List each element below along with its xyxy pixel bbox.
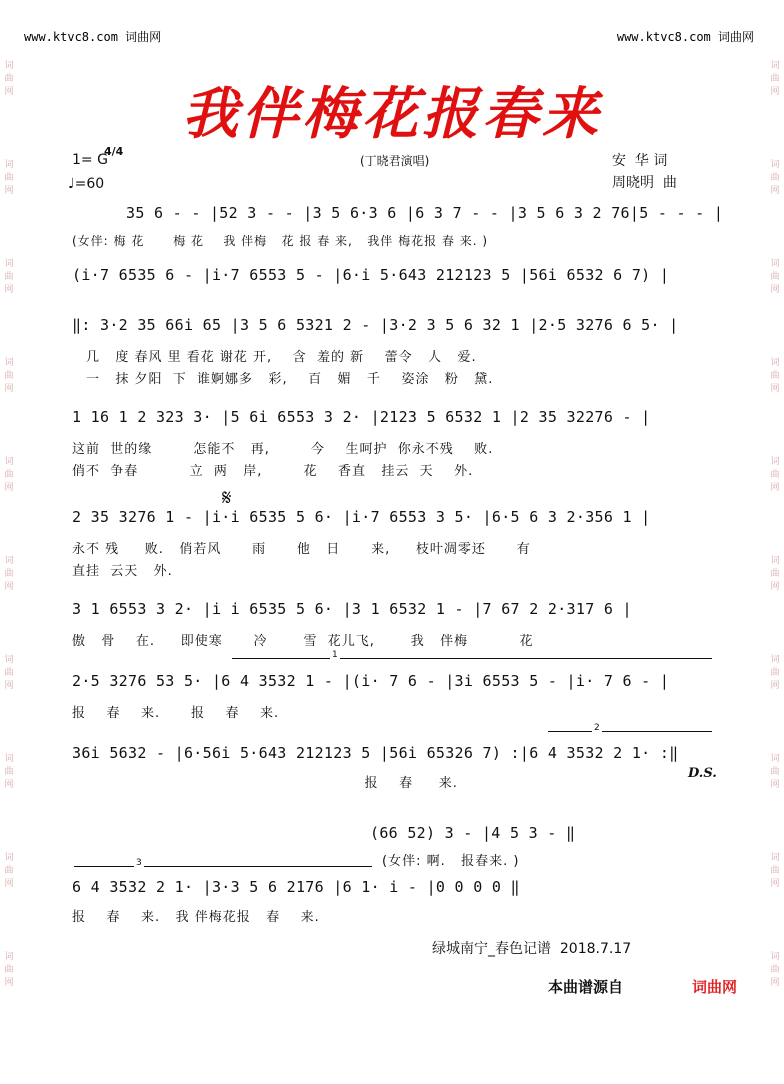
singer: (丁晓君演唱) (360, 154, 430, 168)
side-watermark-glyph: 词 (4, 556, 14, 566)
side-watermark-glyph: 网 (770, 978, 780, 988)
volta-3-label: 3 (136, 858, 142, 868)
side-watermark-glyph: 词 (770, 457, 780, 467)
side-watermark-glyph: 词 (770, 952, 780, 962)
lyrics-line-6: 傲 骨 在. 即使寒 冷 雪 花儿飞, 我 伴梅 花 (72, 634, 534, 649)
side-watermark-gap (2, 297, 16, 357)
side-watermark-glyph: 曲 (770, 767, 780, 777)
side-watermark-glyph: 网 (770, 582, 780, 592)
side-watermark-glyph: 网 (4, 780, 14, 790)
side-watermark-glyph: 词 (4, 457, 14, 467)
side-watermark-glyph: 网 (4, 582, 14, 592)
side-watermark-glyph: 网 (4, 978, 14, 988)
notation-line-3: ‖: 3·2 35 66i 65 |3 5 6 5321 2 - |3·2 3 5 6 32 1 |2·5 3276 6 5· | (72, 316, 679, 334)
side-watermark-gap (2, 198, 16, 258)
segno-sign: 𝄋 (222, 486, 232, 511)
side-watermark-glyph: 网 (4, 483, 14, 493)
side-watermark-glyph: 网 (4, 285, 14, 295)
lyrics-line-10: 报 春 来. 我 伴梅花报 春 来. (72, 910, 320, 925)
lyrics-line-4a: 这前 世的缘 怎能不 再, 今 生呵护 你永不残 败. (72, 442, 494, 457)
song-title: 我伴梅花报春来 (182, 81, 602, 147)
side-watermark-glyph: 词 (770, 358, 780, 368)
side-watermark-glyph: 网 (770, 681, 780, 691)
source-brand-link[interactable]: 词曲网 (692, 978, 738, 996)
side-watermark-left (2, 0, 16, 1084)
notation-line-9: (66 52) 3 - |4 5 3 - ‖ (370, 824, 576, 842)
side-watermark-glyph: 曲 (770, 470, 780, 480)
side-watermark-glyph: 曲 (770, 173, 780, 183)
side-watermark-gap (768, 297, 782, 357)
side-watermark-glyph: 词 (4, 358, 14, 368)
composer: 周晓明 曲 (612, 175, 677, 191)
side-watermark-gap (2, 693, 16, 753)
time-signature-value: 4/4 (104, 145, 124, 158)
side-watermark-glyph: 曲 (4, 767, 14, 777)
side-watermark-gap (768, 693, 782, 753)
lyricist: 安 华 词 (612, 153, 668, 169)
side-watermark-gap (768, 594, 782, 654)
side-watermark-glyph: 曲 (770, 569, 780, 579)
side-watermark-glyph: 曲 (770, 965, 780, 975)
side-watermark-glyph: 曲 (770, 74, 780, 84)
notation-line-2: (i·7 6535 6 - |i·7 6553 5 - |6·i 5·643 212123 5 |56i 6532 6 7) | (72, 266, 670, 284)
side-watermark-glyph: 词 (4, 61, 14, 71)
side-watermark-glyph: 网 (770, 186, 780, 196)
ds-sign: D.S. (688, 766, 717, 781)
side-watermark-glyph: 曲 (770, 272, 780, 282)
side-watermark-glyph: 网 (770, 285, 780, 295)
notation-line-1: 35 6 - - |52 3 - - |3 5 6·3 6 |6 3 7 - - |3 5 6 3 2 76|5 - - - | (126, 204, 724, 222)
lyrics-line-5a: 永不 残 败. 俏若风 雨 他 日 来, 枝叶凋零还 有 (72, 542, 531, 557)
key-signature: 1= G (72, 152, 108, 168)
notation-line-5: 2 35 3276 1 - |i·i 6535 5 6· |i·7 6553 3 5· |6·5 6 3 2·356 1 | (72, 508, 651, 526)
side-watermark-glyph: 曲 (4, 272, 14, 282)
side-watermark-gap (2, 891, 16, 951)
site-url-left[interactable]: www.ktvc8.com 词曲网 (24, 30, 162, 44)
side-watermark-gap (2, 792, 16, 852)
side-watermark-glyph: 曲 (770, 371, 780, 381)
side-watermark-glyph: 词 (4, 853, 14, 863)
side-watermark-glyph: 曲 (4, 371, 14, 381)
side-watermark-glyph: 曲 (4, 569, 14, 579)
volta-2-line (548, 731, 712, 732)
lyrics-line-3a: 几 度 春风 里 看花 谢花 开, 含 羞的 新 蕾令 人 爱. (86, 350, 477, 365)
side-watermark-gap (768, 990, 782, 1050)
side-watermark-glyph: 词 (4, 754, 14, 764)
side-watermark-glyph: 词 (770, 61, 780, 71)
side-watermark-glyph: 曲 (770, 668, 780, 678)
side-watermark-glyph: 曲 (4, 866, 14, 876)
side-watermark-glyph: 网 (770, 879, 780, 889)
volta-1-line (232, 658, 712, 659)
side-watermark-glyph: 网 (4, 681, 14, 691)
lyrics-line-4b: 俏不 争春 立 两 岸, 花 香直 挂云 天 外. (72, 464, 474, 479)
side-watermark-glyph: 词 (4, 259, 14, 269)
side-watermark-glyph: 网 (770, 780, 780, 790)
side-watermark-glyph: 词 (770, 556, 780, 566)
side-watermark-glyph: 网 (4, 879, 14, 889)
side-watermark-glyph: 词 (770, 754, 780, 764)
side-watermark-glyph: 网 (4, 186, 14, 196)
lyrics-line-5b: 直挂 云天 外. (72, 564, 173, 579)
volta-2-label: 2 (594, 723, 600, 733)
side-watermark-glyph: 词 (770, 655, 780, 665)
transcriber-credit: 绿城南宁_春色记谱 2018.7.17 (432, 941, 632, 957)
notation-line-7: 2·5 3276 53 5· |6 4 3532 1 - |(i· 7 6 - |3i 6553 5 - |i· 7 6 - | (72, 672, 670, 690)
source-label: 本曲谱源自 (548, 978, 624, 996)
lyrics-line-7: 报 春 来. 报 春 来. (72, 706, 280, 721)
side-watermark-gap (2, 594, 16, 654)
lyrics-line-9: (女伴: 啊. 报春来. ) (382, 854, 520, 869)
volta-1-label: 1 (332, 650, 338, 660)
side-watermark-gap (2, 495, 16, 555)
volta-3-line (74, 866, 372, 867)
lyrics-line-1: (女伴: 梅 花 梅 花 我 伴梅 花 报 春 来, 我伴 梅花报 春 来. ) (72, 234, 489, 248)
side-watermark-glyph: 网 (4, 87, 14, 97)
side-watermark-glyph: 词 (770, 160, 780, 170)
side-watermark-glyph: 网 (770, 87, 780, 97)
side-watermark-glyph: 曲 (4, 668, 14, 678)
side-watermark-glyph: 网 (770, 483, 780, 493)
notation-line-6: 3 1 6553 3 2· |i i 6535 5 6· |3 1 6532 1 - |7 67 2 2·317 6 | (72, 600, 632, 618)
side-watermark-glyph: 词 (4, 655, 14, 665)
side-watermark-glyph: 网 (4, 384, 14, 394)
side-watermark-glyph: 曲 (4, 470, 14, 480)
notation-line-10: 6 4 3532 2 1· |3·3 5 6 2176 |6 1· i - |0 0 0 0 ‖ (72, 878, 520, 896)
side-watermark-glyph: 词 (4, 160, 14, 170)
side-watermark-gap (2, 396, 16, 456)
tempo: ♩=60 (68, 176, 105, 192)
notation-line-8: 36i 5632 - |6·56i 5·643 212123 5 |56i 65326 7) :|6 4 3532 2 1· :‖ (72, 744, 679, 762)
side-watermark-glyph: 词 (770, 853, 780, 863)
side-watermark-glyph: 曲 (4, 173, 14, 183)
side-watermark-glyph: 词 (770, 259, 780, 269)
lyrics-line-3b: 一 抹 夕阳 下 谁婀娜多 彩, 百 媚 千 姿涂 粉 黛. (86, 372, 494, 387)
side-watermark-gap (768, 891, 782, 951)
side-watermark-glyph: 词 (4, 952, 14, 962)
notation-line-4: 1 16 1 2 323 3· |5 6i 6553 3 2· |2123 5 6532 1 |2 35 32276 - | (72, 408, 651, 426)
side-watermark-glyph: 网 (770, 384, 780, 394)
side-watermark-gap (768, 792, 782, 852)
side-watermark-right (768, 0, 782, 1084)
time-signature (104, 146, 123, 157)
side-watermark-glyph: 曲 (4, 74, 14, 84)
side-watermark-gap (768, 495, 782, 555)
side-watermark-gap (2, 990, 16, 1050)
site-url-right[interactable]: www.ktvc8.com 词曲网 (616, 30, 754, 44)
side-watermark-glyph: 曲 (770, 866, 780, 876)
side-watermark-glyph: 曲 (4, 965, 14, 975)
side-watermark-gap (768, 396, 782, 456)
side-watermark-gap (768, 198, 782, 258)
lyrics-line-8: 报 春 来. (72, 776, 458, 791)
